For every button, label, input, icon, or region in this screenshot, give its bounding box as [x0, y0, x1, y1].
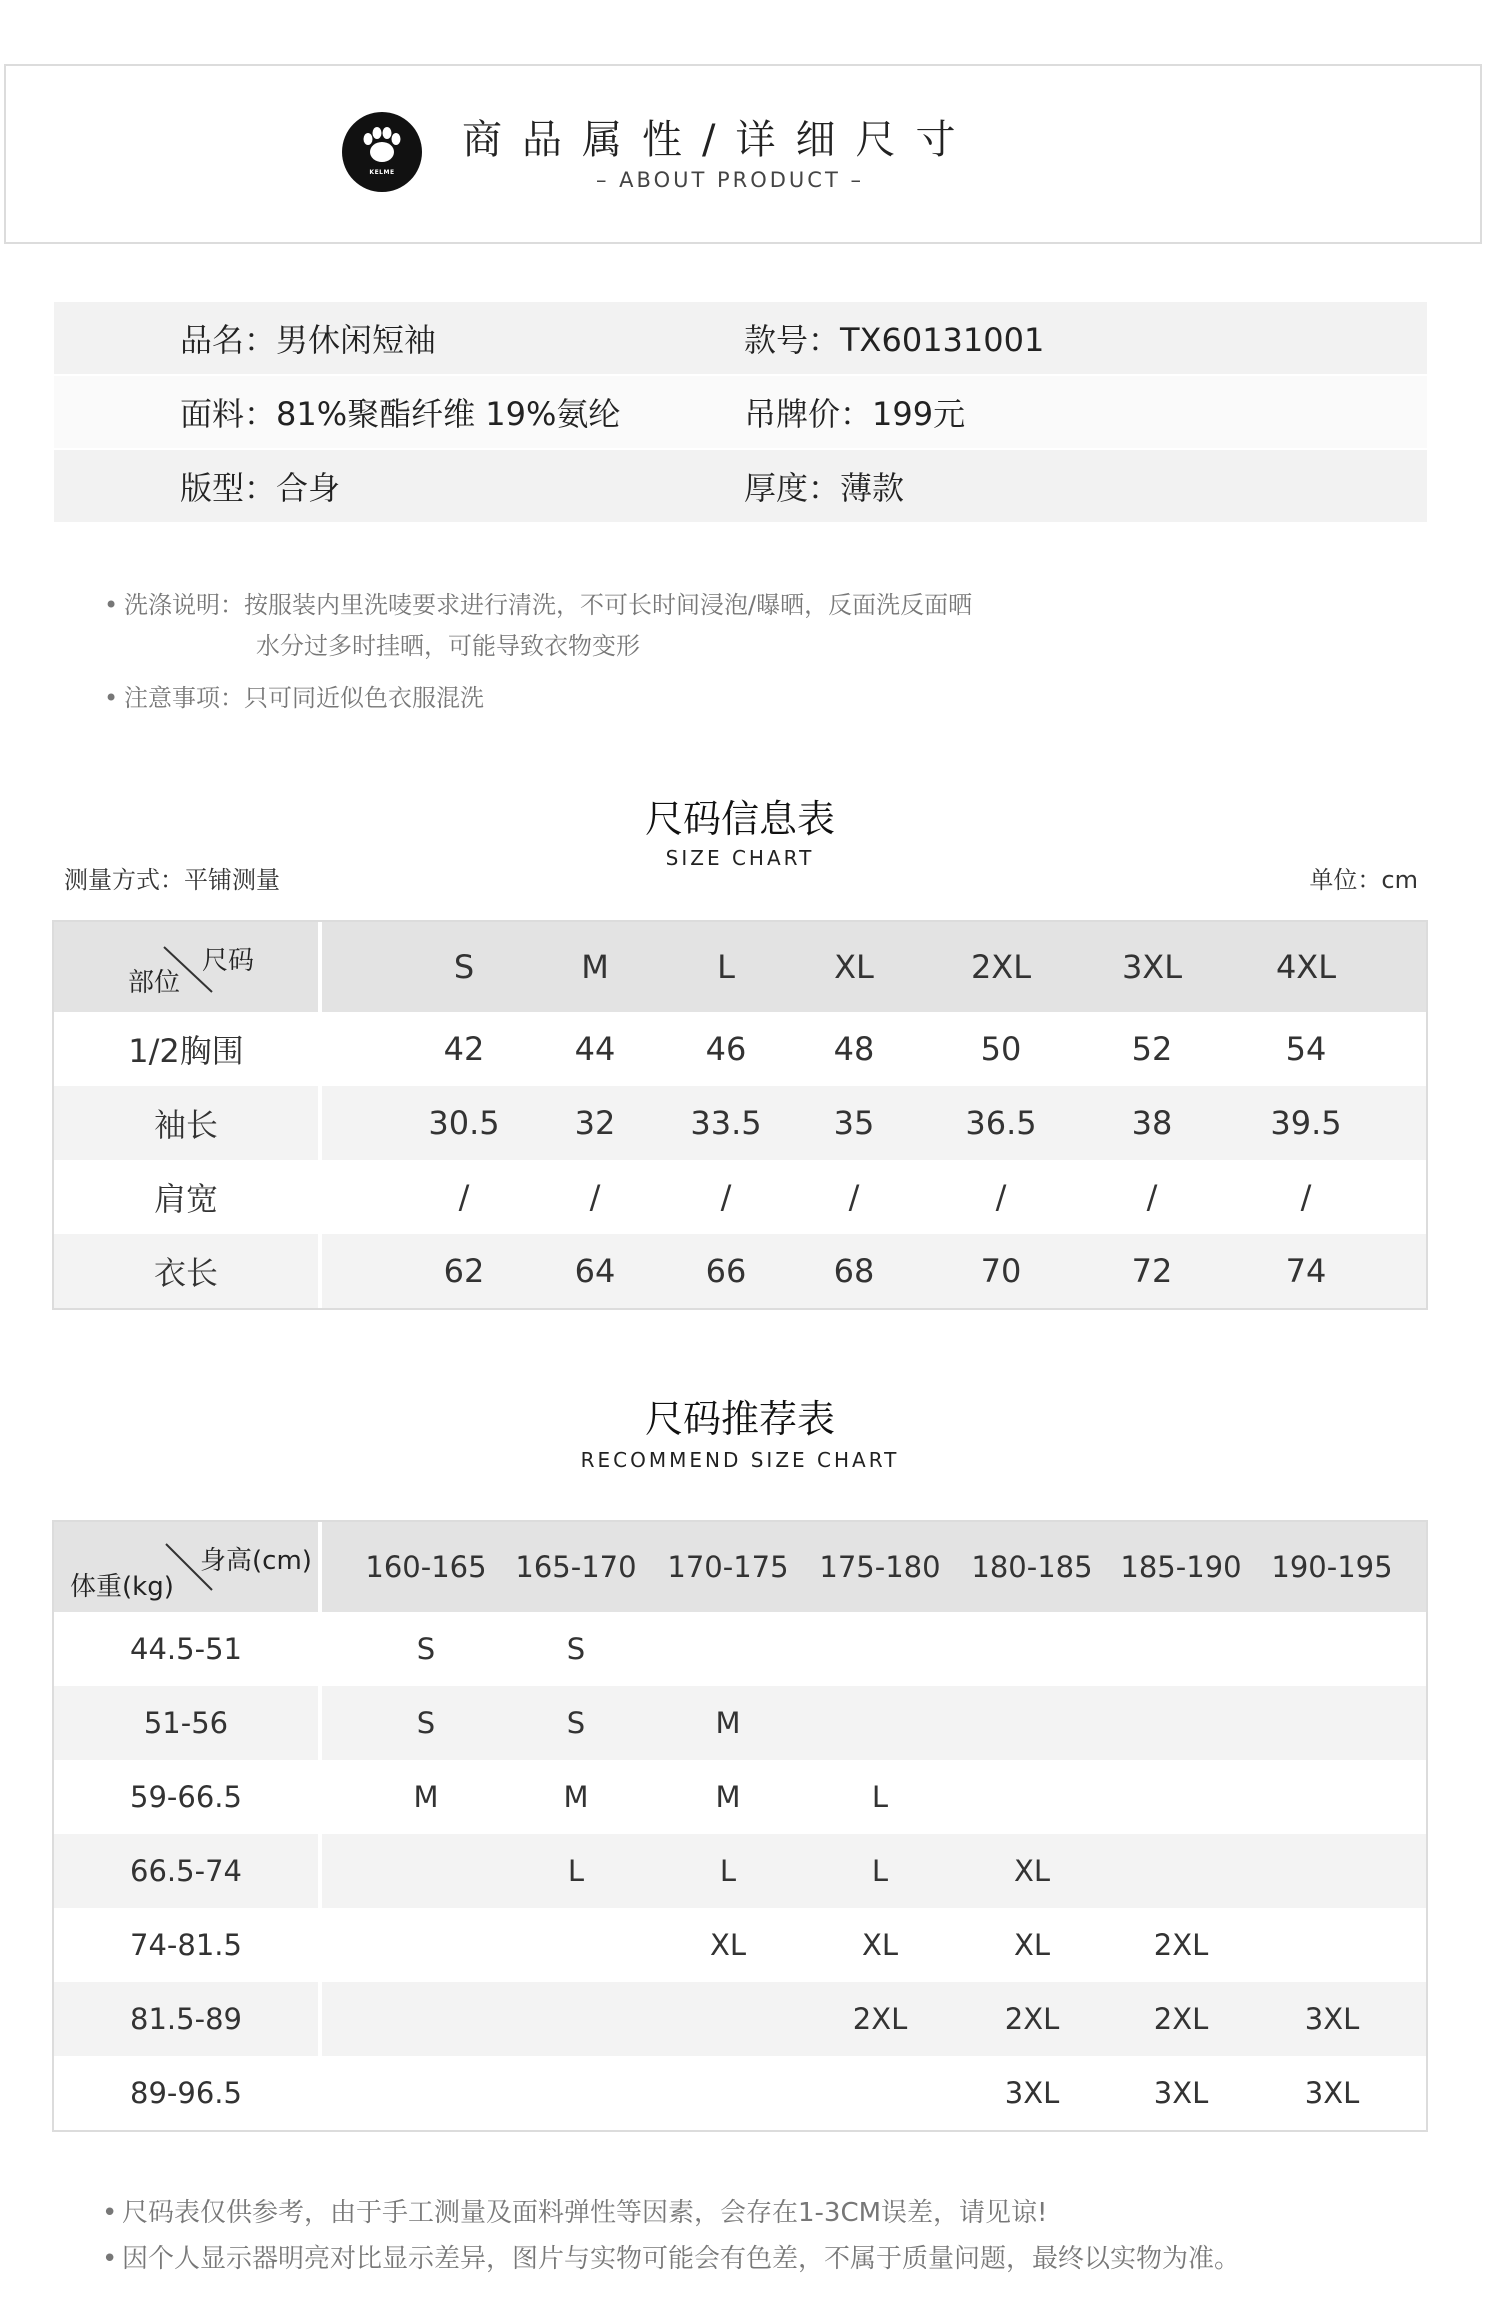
info-fit: 版型：合身	[180, 469, 341, 507]
size-chart-title: 尺码信息表	[644, 797, 835, 841]
table-row	[54, 1160, 1426, 1234]
size-column-header: S	[453, 948, 475, 986]
table-cell: L	[871, 1780, 889, 1814]
footer-notes	[100, 2190, 1240, 2282]
table-row	[54, 1686, 1426, 1760]
wash-note-cont: 水分过多时挂晒，可能导致衣物变形	[256, 632, 640, 660]
table-cell: 36.5	[965, 1104, 1037, 1142]
recommend-chart-subtitle: RECOMMEND SIZE CHART	[580, 1448, 900, 1472]
table-row	[54, 1834, 1426, 1908]
caution-note	[100, 678, 972, 719]
table-cell: M	[715, 1780, 741, 1814]
size-chart-table	[52, 920, 1428, 1310]
table-cell: S	[416, 1706, 436, 1740]
row-label: 89-96.5	[54, 2056, 322, 2130]
table-cell: 2XL	[1153, 1928, 1209, 1962]
height-column-header: 190-195	[1271, 1550, 1393, 1584]
table-cell: 50	[980, 1030, 1022, 1068]
table-cell: 52	[1131, 1030, 1173, 1068]
table-cell: 38	[1131, 1104, 1173, 1142]
info-row	[54, 376, 1427, 450]
table-cell: 72	[1131, 1252, 1173, 1290]
table-cell: 35	[833, 1104, 875, 1142]
table-cell: S	[566, 1706, 586, 1740]
table-cell: 2XL	[1004, 2002, 1060, 2036]
row-label: 66.5-74	[54, 1834, 322, 1908]
table-cell: 46	[705, 1030, 747, 1068]
caution-note-text: 注意事项：只可同近似色衣服混洗	[124, 684, 484, 712]
footer-note	[100, 2190, 1240, 2236]
table-cell: 42	[443, 1030, 485, 1068]
table-row	[54, 1012, 1426, 1086]
wash-note	[100, 585, 972, 626]
table-cell: L	[871, 1854, 889, 1888]
table-cell: 3XL	[1153, 2076, 1209, 2110]
header-box	[4, 64, 1482, 244]
table-cell: 39.5	[1270, 1104, 1342, 1142]
table-cell: XL	[1013, 1928, 1051, 1962]
table-cell: 48	[833, 1030, 875, 1068]
corner-top-label: 身高(cm)	[200, 1546, 312, 1576]
logo-text: KELME	[369, 169, 395, 176]
footer-note	[100, 2236, 1240, 2282]
bullet: •	[102, 2198, 118, 2228]
height-column-header: 180-185	[971, 1550, 1093, 1584]
corner-cell	[54, 1522, 322, 1612]
table-cell: XL	[1013, 1854, 1051, 1888]
row-label: 衣长	[54, 1234, 322, 1308]
table-row	[54, 1982, 1426, 2056]
wash-note-text: 洗涤说明：按服装内里洗唛要求进行清洗，不可长时间浸泡/曝晒，反面洗反面晒	[124, 591, 973, 619]
table-cell: L	[567, 1854, 585, 1888]
table-cell: 2XL	[852, 2002, 908, 2036]
bullet: •	[104, 684, 119, 712]
size-chart-subtitle: SIZE CHART	[665, 846, 815, 870]
height-column-header: 185-190	[1120, 1550, 1242, 1584]
bullet: •	[104, 591, 119, 619]
info-thickness: 厚度：薄款	[744, 469, 905, 507]
diagonal-line	[54, 922, 318, 1012]
table-cell: XL	[861, 1928, 899, 1962]
table-cell: 54	[1285, 1030, 1327, 1068]
row-label: 肩宽	[54, 1160, 322, 1234]
product-info-table	[54, 302, 1427, 524]
row-label: 袖长	[54, 1086, 322, 1160]
table-cell: /	[720, 1178, 732, 1216]
page-subtitle: – ABOUT PRODUCT –	[596, 168, 864, 192]
corner-bottom-label: 体重(kg)	[70, 1572, 174, 1602]
table-cell: /	[1300, 1178, 1312, 1216]
info-name: 品名：男休闲短袖	[180, 321, 437, 359]
info-price: 吊牌价：199元	[744, 395, 966, 433]
table-cell: M	[563, 1780, 589, 1814]
table-cell: /	[848, 1178, 860, 1216]
height-column-header: 175-180	[819, 1550, 941, 1584]
table-cell: 3XL	[1304, 2002, 1360, 2036]
height-column-header: 160-165	[365, 1550, 487, 1584]
table-cell: 32	[574, 1104, 616, 1142]
table-cell: 33.5	[690, 1104, 762, 1142]
table-cell: 3XL	[1304, 2076, 1360, 2110]
bullet: •	[102, 2244, 118, 2274]
table-cell: /	[589, 1178, 601, 1216]
size-column-header: M	[581, 948, 609, 986]
table-row	[54, 1234, 1426, 1308]
corner-bottom-label: 部位	[128, 968, 181, 998]
table-cell: 66	[705, 1252, 747, 1290]
recommend-header-row	[54, 1522, 1426, 1612]
kelme-logo	[342, 112, 422, 192]
size-column-header: 4XL	[1275, 948, 1337, 986]
info-row	[54, 450, 1427, 524]
table-cell: 64	[574, 1252, 616, 1290]
table-row	[54, 2056, 1426, 2130]
size-header-row	[54, 922, 1426, 1012]
info-style-number: 款号：TX60131001	[744, 321, 1045, 359]
table-row	[54, 1760, 1426, 1834]
row-label: 74-81.5	[54, 1908, 322, 1982]
size-column-header: L	[717, 948, 735, 986]
table-row	[54, 1086, 1426, 1160]
table-cell: S	[416, 1632, 436, 1666]
info-fabric: 面料：81%聚酯纤维 19%氨纶	[180, 395, 621, 433]
table-cell: 3XL	[1004, 2076, 1060, 2110]
care-notes	[100, 585, 972, 719]
recommend-chart-table	[52, 1520, 1428, 2132]
table-cell: S	[566, 1632, 586, 1666]
row-label: 44.5-51	[54, 1612, 322, 1686]
footer-note-text: 尺码表仅供参考，由于手工测量及面料弹性等因素，会存在1-3CM误差，请见谅!	[122, 2198, 1048, 2228]
row-label: 81.5-89	[54, 1982, 322, 2056]
footer-note-text: 因个人显示器明亮对比显示差异，图片与实物可能会有色差，不属于质量问题，最终以实物为准。	[122, 2244, 1241, 2274]
measure-method: 测量方式：平铺测量	[64, 866, 280, 894]
recommend-chart-title: 尺码推荐表	[644, 1397, 835, 1441]
table-cell: M	[413, 1780, 439, 1814]
table-cell: 44	[574, 1030, 616, 1068]
table-cell: 74	[1285, 1252, 1327, 1290]
unit-label: 单位：cm	[1309, 866, 1418, 894]
row-label: 59-66.5	[54, 1760, 322, 1834]
table-row	[54, 1908, 1426, 1982]
table-row	[54, 1612, 1426, 1686]
height-column-header: 165-170	[515, 1550, 637, 1584]
info-row	[54, 302, 1427, 376]
table-cell: /	[458, 1178, 470, 1216]
table-cell: L	[719, 1854, 737, 1888]
table-cell: 2XL	[1153, 2002, 1209, 2036]
table-cell: /	[995, 1178, 1007, 1216]
corner-cell	[54, 922, 322, 1012]
size-column-header: XL	[834, 948, 874, 986]
size-column-header: 2XL	[970, 948, 1032, 986]
corner-top-label: 尺码	[202, 946, 255, 976]
size-column-header: 3XL	[1121, 948, 1183, 986]
row-label: 1/2胸围	[54, 1012, 322, 1086]
table-cell: XL	[709, 1928, 747, 1962]
table-cell: 68	[833, 1252, 875, 1290]
table-cell: /	[1146, 1178, 1158, 1216]
page-title: 商品属性/详细尺寸	[462, 117, 976, 163]
paw-icon	[342, 112, 422, 192]
table-cell: 70	[980, 1252, 1022, 1290]
table-cell: 30.5	[428, 1104, 500, 1142]
table-cell: 62	[443, 1252, 485, 1290]
row-label: 51-56	[54, 1686, 322, 1760]
table-cell: M	[715, 1706, 741, 1740]
height-column-header: 170-175	[667, 1550, 789, 1584]
